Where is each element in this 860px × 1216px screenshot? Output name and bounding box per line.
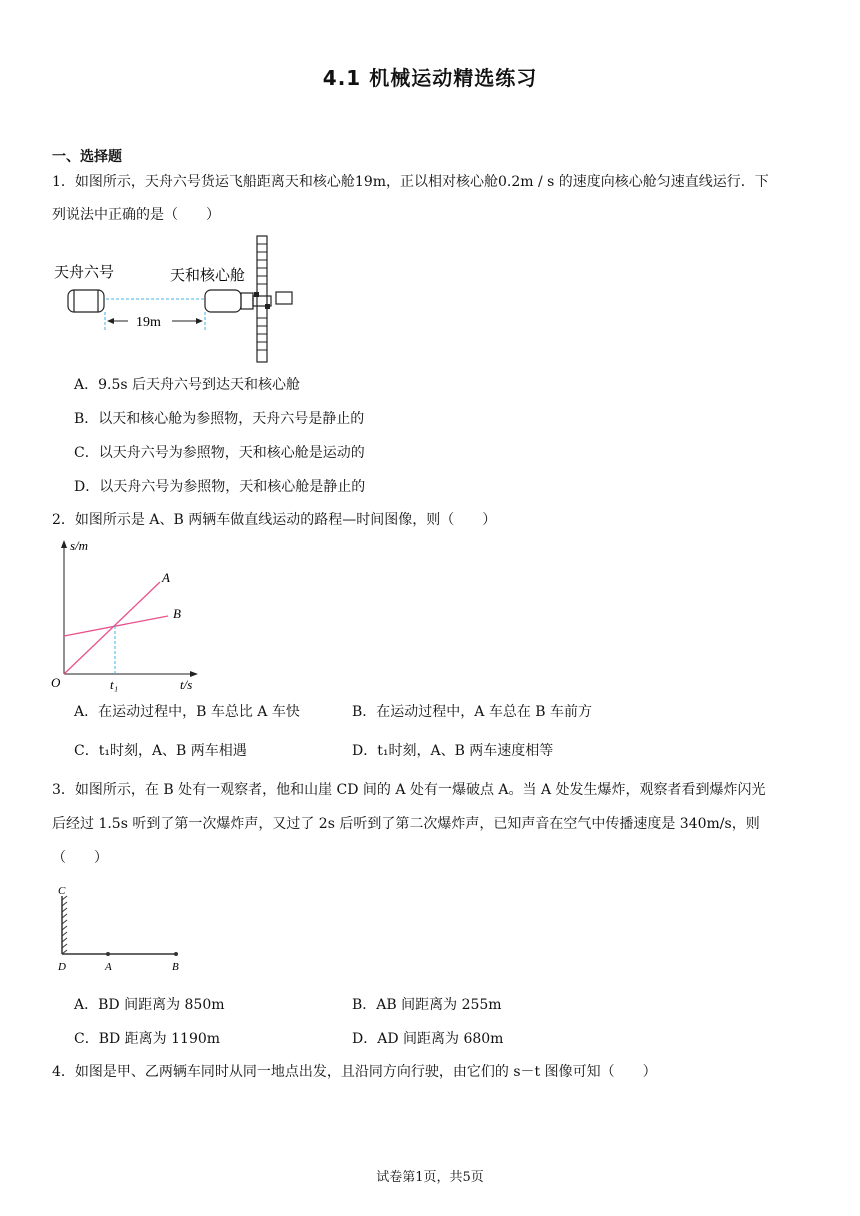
q2-text-line1: 2．如图所示是 A、B 两辆车做直线运动的路程—时间图像，则（ ）: [52, 512, 497, 528]
q1-option-d: D．以天舟六号为参照物，天和核心舱是静止的: [74, 479, 366, 495]
q3-point-b: [174, 952, 178, 956]
page-footer: 试卷第1页，共5页: [376, 1170, 484, 1185]
section-heading: 一、选择题: [52, 149, 122, 165]
q3-option-a: A．BD 间距离为 850m: [74, 997, 225, 1013]
q3-option-b: B．AB 间距离为 255m: [352, 997, 502, 1013]
q1-arrow-right: [196, 318, 203, 324]
q2-line-a: [64, 582, 160, 674]
q2-option-c: C．t₁时刻，A、B 两车相遇: [74, 743, 247, 759]
q1-option-b: B．以天和核心舱为参照物，天舟六号是静止的: [74, 411, 365, 427]
q1-station-label: 天和核心舱: [170, 268, 246, 284]
q3-point-a: [106, 952, 110, 956]
q1-option-c: C．以天舟六号为参照物，天和核心舱是运动的: [74, 445, 365, 461]
q2-label-b: B: [173, 606, 181, 621]
q2-graph: [48, 536, 208, 694]
q4-text-line1: 4．如图是甲、乙两辆车同时从同一地点出发，且沿同方向行驶，由它们的 s－t 图像可知（ ）: [52, 1064, 657, 1080]
q3-label-b: B: [172, 961, 179, 973]
q2-option-a: A．在运动过程中，B 车总比 A 车快: [74, 704, 300, 720]
q2-origin-label: O: [51, 675, 61, 690]
q3-label-a: A: [105, 961, 112, 973]
q3-text-line1: 3．如图所示，在 B 处有一观察者，他和山崖 CD 间的 A 处有一爆破点 A。当 A 处发生爆炸，观察者看到爆炸闪光: [52, 782, 766, 798]
q1-ship-label: 天舟六号: [54, 265, 115, 281]
q3-text-line2: 后经过 1.5s 听到了第一次爆炸声，又过了 2s 后听到了第二次爆炸声，已知声音在空气中传播速度是 340m/s，则: [52, 816, 760, 832]
q2-y-label: s/m: [70, 538, 89, 553]
q2-line-b: [64, 616, 168, 636]
q1-arrow-left: [107, 318, 114, 324]
q1-spacecraft-shape: [68, 290, 104, 312]
q2-t1-label: t₁: [110, 677, 119, 692]
q3-label-c: C: [58, 885, 66, 897]
q1-text-line1: 1．如图所示，天舟六号货运飞船距离天和核心舱19m，正以相对核心舱0.2m / s 的速度向核心舱匀速直线运行．下: [52, 174, 769, 190]
q3-option-d: D．AD 间距离为 680m: [352, 1031, 504, 1047]
q1-joint-2: [265, 304, 270, 309]
q1-text-line2: 列说法中正确的是（ ）: [52, 207, 220, 223]
q3-figure: [50, 882, 190, 974]
q2-y-arrow: [61, 540, 67, 548]
page-title: 4.1 机械运动精选练习: [322, 66, 538, 90]
q2-x-label: t/s: [180, 677, 193, 692]
q2-option-d: D．t₁时刻，A、B 两车速度相等: [352, 743, 554, 759]
q1-option-a: A．9.5s 后天舟六号到达天和核心舱: [74, 377, 301, 393]
q1-figure: [50, 232, 310, 364]
q1-distance-label: 19m: [136, 315, 161, 330]
q3-option-c: C．BD 距离为 1190m: [74, 1031, 221, 1047]
q3-text-line3: （ ）: [52, 850, 108, 866]
q1-joint-1: [254, 292, 259, 297]
q2-option-b: B．在运动过程中，A 车总在 B 车前方: [352, 704, 593, 720]
q2-label-a: A: [162, 570, 170, 585]
q3-label-d: D: [58, 961, 66, 973]
q1-station-shape: [205, 236, 292, 362]
